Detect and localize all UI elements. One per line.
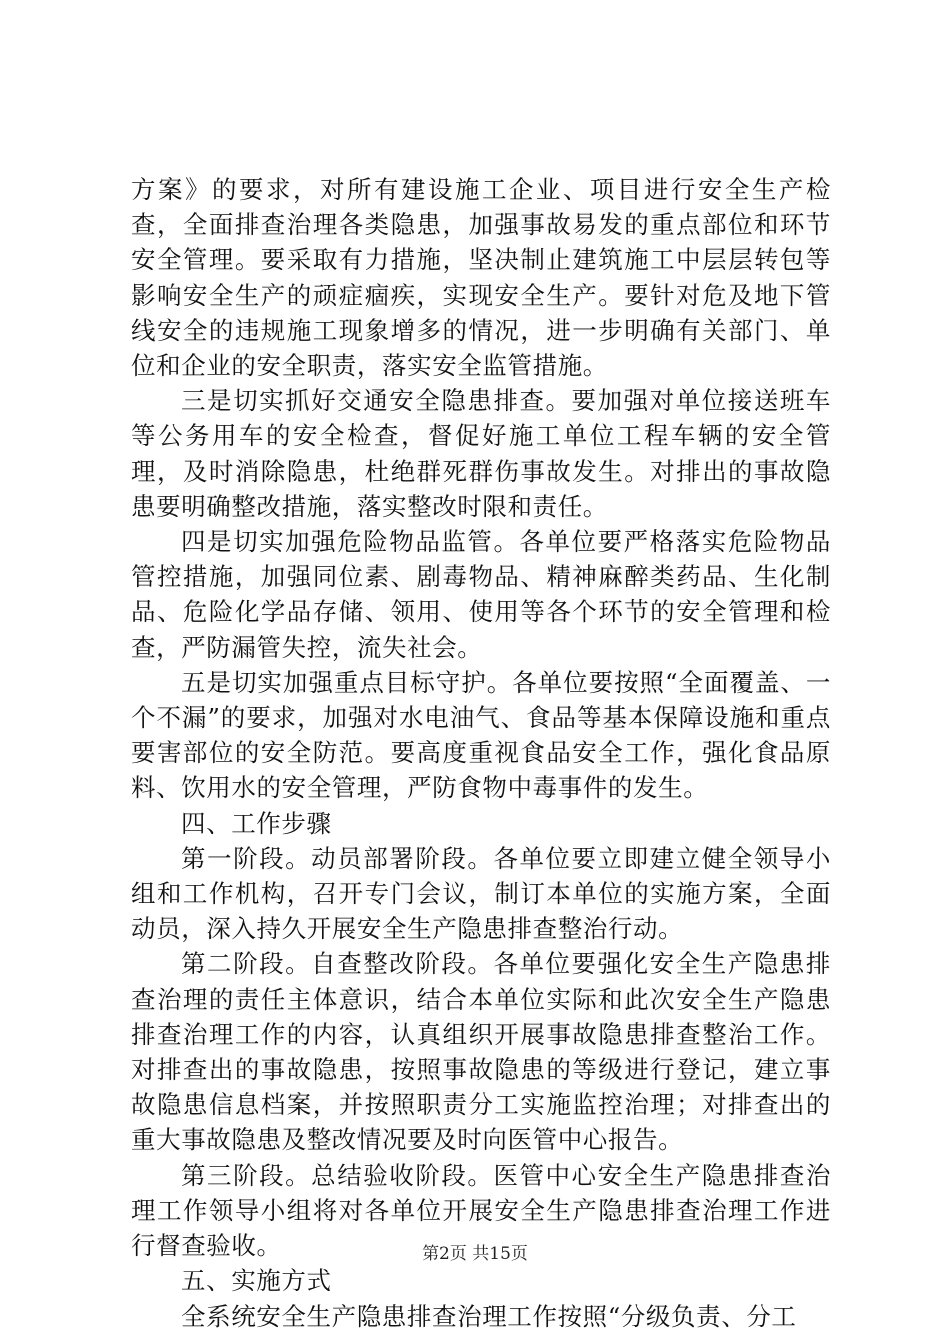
paragraph-9: 全系统安全生产隐患排查治理工作按照“分级负责、分工 [181,1301,797,1331]
paragraph-3: 五是切实加强重点目标守护。各单位要按照“全面覆盖、一个不漏”的要求，加强对水电油气、食品等基本保障设施和重点要害部位的安全防范。要高度重视食品安全工作，强化食品原料、饮用水的安全管理，严防食物中毒事件的发生。 [131,667,831,803]
paragraph-6: 第二阶段。自查整改阶段。各单位要强化安全生产隐患排查治理的责任主体意识，结合本单位实际和此次安全生产隐患排查治理工作的内容，认真组织开展事故隐患排查整治工作。对排查出的事故隐患，按照事故隐患的等级进行登记，建立事故隐患信息档案，并按照职责分工实施监控治理；对排查出的重大事故隐患及整改情况要及时向医管中心报告。 [131,949,831,1155]
paragraph-0: 方案》的要求，对所有建设施工企业、项目进行安全生产检查，全面排查治理各类隐患，加强事故易发的重点部位和环节安全管理。要采取有力措施，坚决制止建筑施工中层层转包等影响安全生产的顽症痼疾，实现安全生产。要针对危及地下管线安全的违规施工现象增多的情况，进一步明确有关部门、单位和企业的安全职责，落实安全监管措施。 [131,175,831,381]
page-number-footer: 第2页 共15页 [422,1244,528,1264]
paragraph-1: 三是切实抓好交通安全隐患排查。要加强对单位接送班车等公务用车的安全检查，督促好施工单位工程车辆的安全管理，及时消除隐患，杜绝群死群伤事故发生。对排出的事故隐患要明确整改措施，落实整改时限和责任。 [131,386,831,521]
paragraph-2: 四是切实加强危险物品监管。各单位要严格落实危险物品管控措施，加强同位素、剧毒物品、精神麻醉类药品、生化制品、危险化学品存储、领用、使用等各个环节的安全管理和检查，严防漏管失控，流失社会。 [131,527,831,662]
section-heading-5: 五、实施方式 [181,1266,332,1296]
paragraph-7: 第三阶段。总结验收阶段。医管中心安全生产隐患排查治理工作领导小组将对各单位开展安全生产隐患排查治理工作进行督查验收。 [131,1160,831,1261]
section-heading-4: 四、工作步骤 [181,808,332,838]
document-body [131,172,831,1334]
paragraph-5: 第一阶段。动员部署阶段。各单位要立即建立健全领导小组和工作机构，召开专门会议，制订本单位的实施方案，全面动员，深入持久开展安全生产隐患排查整治行动。 [131,843,831,944]
